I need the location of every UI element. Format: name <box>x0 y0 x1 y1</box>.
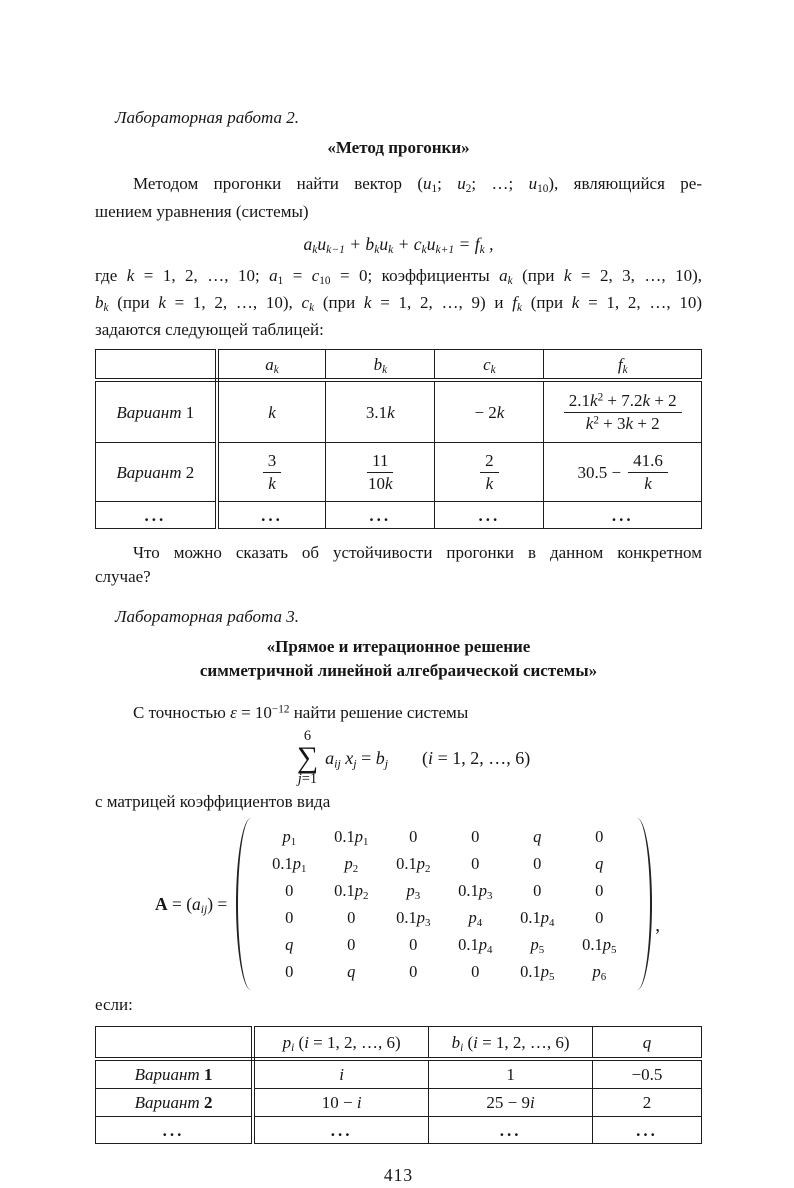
t1-dots-cell: ... <box>435 502 544 529</box>
matrix-cell: $0.1p_3$ <box>396 907 431 929</box>
t1-v1-c: − 2k <box>435 380 544 443</box>
matrix-cell: 0 <box>409 826 418 846</box>
t2-dots-cell: ... <box>592 1117 701 1144</box>
fraction-denominator: k <box>268 473 276 493</box>
matrix-intro: с матрицей коэффициентов вида <box>95 792 331 811</box>
t2-header-q: q <box>592 1027 701 1060</box>
t2-v2-p: 10 − i <box>253 1089 429 1117</box>
fraction <box>628 451 668 494</box>
t1-header-ck: $c_k$ <box>435 350 544 381</box>
matrix-cell: $0.1p_5$ <box>582 934 617 956</box>
coefficients-table <box>95 349 702 529</box>
t1-v1-f <box>544 380 702 443</box>
t1-dots-cell: ... <box>96 502 217 529</box>
fraction <box>480 451 499 494</box>
matrix-cell: 0 <box>533 853 542 873</box>
matrix-cell: $0.1p_1$ <box>334 826 369 848</box>
matrix-cell: $p_5$ <box>530 934 545 956</box>
lab3-heading: Лабораторная работа 3. <box>115 607 300 626</box>
matrix-cell: 0 <box>285 907 294 927</box>
matrix-cell: $0.1p_4$ <box>458 934 493 956</box>
matrix-equation <box>95 818 702 990</box>
t1-v2-c <box>435 443 544 502</box>
t1-row-dots <box>96 502 702 529</box>
question-line-2: случае? <box>95 567 151 586</box>
sigma-icon: ∑ <box>296 740 319 774</box>
matrix-cell: 0 <box>471 826 480 846</box>
t2-header-bi: $b_i$ (i = 1, 2, …, 6) <box>429 1027 593 1060</box>
matrix-grid <box>253 818 635 990</box>
t1-v1-label: Вариант 1 <box>96 380 217 443</box>
lab2-question-paragraph <box>95 541 702 589</box>
matrix-cell: 0 <box>285 880 294 900</box>
fraction <box>263 451 282 494</box>
t1-v1-a: k <box>217 380 326 443</box>
t1-dots-cell: ... <box>326 502 435 529</box>
t1-v2-label: Вариант 2 <box>96 443 217 502</box>
matrix-cell: 0 <box>595 907 604 927</box>
matrix-cell: $0.1p_2$ <box>396 853 431 875</box>
parameters-table <box>95 1026 702 1144</box>
matrix-cell: $p_2$ <box>344 853 359 875</box>
intro-line-2: шением уравнения (системы) <box>95 202 309 221</box>
fraction-denominator: k <box>485 473 494 493</box>
fraction-denominator: 10k <box>368 473 393 493</box>
fraction-numerator: 41.6 <box>628 451 668 473</box>
t1-row-variant1 <box>96 380 702 443</box>
t1-v2-f <box>544 443 702 502</box>
t2-dots-cell: ... <box>96 1117 254 1144</box>
fraction-denominator: k <box>644 473 652 493</box>
t2-v1-label: Вариант 1 <box>96 1059 254 1089</box>
fraction-numerator: 2 <box>480 451 499 473</box>
fraction-numerator: 11 <box>367 451 393 473</box>
page-number: 413 <box>383 1165 414 1185</box>
matrix-cell: $0.1p_3$ <box>458 880 493 902</box>
lab2-intro-paragraph <box>95 170 702 226</box>
t1-dots-cell: ... <box>544 502 702 529</box>
t1-v1-b: 3.1k <box>326 380 435 443</box>
t2-header-pi: $p_i$ (i = 1, 2, …, 6) <box>253 1027 429 1060</box>
sum-body: $a_{ij}$ $x_j = b_j$ <box>325 747 389 770</box>
t2-row-dots <box>96 1117 702 1144</box>
matrix-cell: $p_1$ <box>282 826 297 848</box>
matrix-cell: $p_4$ <box>468 907 483 929</box>
left-parenthesis <box>236 818 253 990</box>
tridiagonal-equation: $a_ku_{k-1} + b_ku_k + c_ku_{k+1} = f_k$ , <box>303 234 494 257</box>
matrix-cell: q <box>595 853 604 873</box>
matrix-cell: $0.1p_5$ <box>520 961 555 983</box>
t2-header-empty <box>96 1027 254 1060</box>
sigma-lower-limit: j=1 <box>297 770 318 787</box>
matrix-cell: 0 <box>533 880 542 900</box>
matrix-cell: $0.1p_4$ <box>520 907 555 929</box>
accuracy-line: С точностью $\varepsilon = 10^{-12}$ найти решение системы <box>133 703 469 722</box>
matrix-cell: $0.1p_2$ <box>334 880 369 902</box>
matrix-cell: 0 <box>285 961 294 981</box>
lab2-heading: Лабораторная работа 2. <box>115 108 300 127</box>
where-line-3: задаются следующей таблицей: <box>95 320 324 339</box>
fraction-denominator: $k^2 + 3k + 2$ <box>585 413 660 433</box>
t1-header-ak: $a_k$ <box>217 350 326 381</box>
expression-prefix: 30.5 − <box>577 462 622 482</box>
matrix-cell: q <box>285 934 294 954</box>
matrix-comma: , <box>655 915 661 936</box>
matrix-cell: 0 <box>347 934 356 954</box>
where-line-2: $b_k$ (при k = 1, 2, …, 10), $c_k$ (при k = 1, 2, …, 9) и $f_k$ (при k = 1, 2, …, 10) <box>95 293 703 315</box>
t1-header-bk: $b_k$ <box>326 350 435 381</box>
matrix-cell: $p_6$ <box>592 961 607 983</box>
t1-v2-b <box>326 443 435 502</box>
t2-row-variant1 <box>96 1059 702 1089</box>
t2-dots-cell: ... <box>429 1117 593 1144</box>
matrix-label: $A = (a_{ij})$ = <box>154 894 228 917</box>
matrix-cell: $p_3$ <box>406 880 421 902</box>
expression <box>578 451 668 494</box>
t1-row-variant2 <box>96 443 702 502</box>
matrix-cell: 0 <box>409 961 418 981</box>
t2-v2-label: Вариант 2 <box>96 1089 254 1117</box>
matrix-cell: 0 <box>471 853 480 873</box>
lab2-where-paragraph <box>95 262 702 343</box>
matrix-cell: q <box>533 826 542 846</box>
lab2-title: «Метод прогонки» <box>327 138 470 157</box>
matrix-cell: 0 <box>409 934 418 954</box>
lab3-title-line-2: симметричной линейной алгебраической системы» <box>199 661 598 680</box>
matrix-cell: 0 <box>347 907 356 927</box>
t2-dots-cell: ... <box>253 1117 429 1144</box>
t1-dots-cell: ... <box>217 502 326 529</box>
t1-header-fk: $f_k$ <box>544 350 702 381</box>
t2-v1-p: i <box>253 1059 429 1089</box>
system-equation <box>95 729 702 786</box>
sum-condition: (i = 1, 2, …, 6) <box>422 747 531 768</box>
esli-label: если: <box>95 995 133 1014</box>
fraction <box>564 391 682 434</box>
t2-v1-q: −0.5 <box>592 1059 701 1089</box>
matrix-cell: 0 <box>595 880 604 900</box>
sigma-upper-limit: 6 <box>303 728 312 744</box>
t1-v2-a <box>217 443 326 502</box>
intro-line-1: Методом прогонки найти вектор ($u_1$; $u_2$; …; $u_{10}$), являющийся ре- <box>133 174 702 196</box>
where-line-1: где k = 1, 2, …, 10; $a_1 = c_{10} = 0$; коэффициенты $a_k$ (при k = 2, 3, …, 10), <box>95 266 702 288</box>
t2-row-variant2 <box>96 1089 702 1117</box>
t2-v2-q: 2 <box>592 1089 701 1117</box>
t2-v1-b: 1 <box>429 1059 593 1089</box>
fraction <box>367 451 393 494</box>
fraction-numerator: 3 <box>263 451 282 473</box>
fraction-numerator: $2.1k^2 + 7.2k + 2$ <box>564 391 682 413</box>
question-line-1: Что можно сказать об устойчивости прогонки в данном конкретном <box>133 543 702 562</box>
matrix-cell: q <box>347 961 356 981</box>
t2-v2-b: 25 − 9i <box>429 1089 593 1117</box>
matrix-cell: $0.1p_1$ <box>272 853 307 875</box>
matrix-cell: 0 <box>595 826 604 846</box>
right-parenthesis <box>635 818 652 990</box>
sigma-with-limits <box>297 729 318 786</box>
matrix-cell: 0 <box>471 961 480 981</box>
lab3-title-line-1: «Прямое и итерационное решение <box>266 637 531 656</box>
t1-header-empty <box>96 350 217 381</box>
